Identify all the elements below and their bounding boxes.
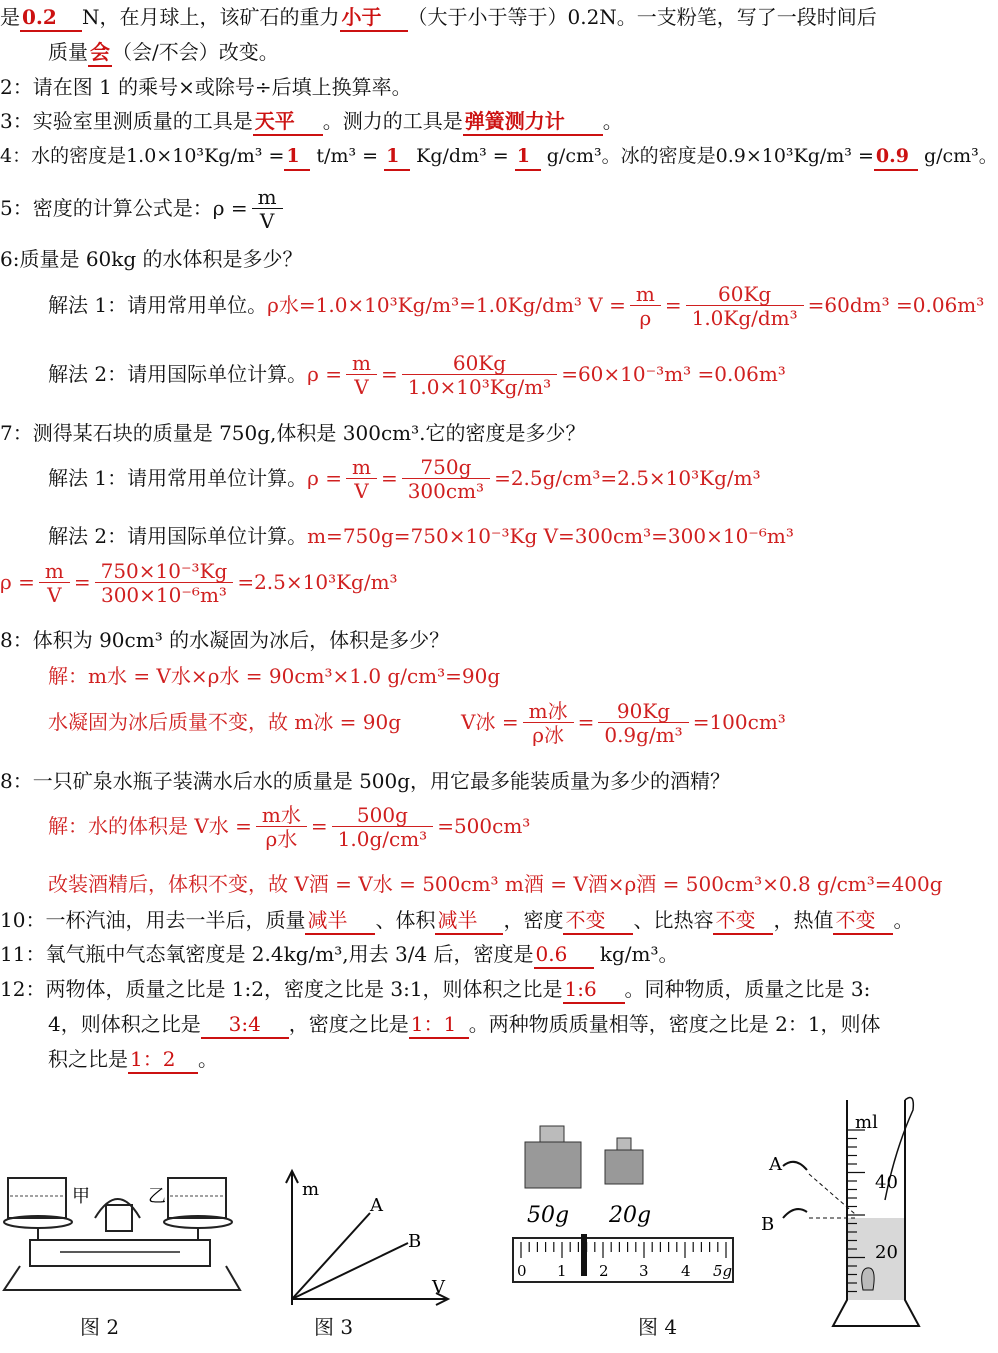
m-v-graph xyxy=(270,1165,460,1310)
q12-line1: 12：两物体，质量之比是 1:2，密度之比是 3:1，则体积之比是 1:6 。同种物质，质量之比是 3: xyxy=(0,976,870,1004)
weights-and-ruler xyxy=(505,1118,745,1288)
answer-blank: 1：2 xyxy=(128,1046,198,1074)
q10: 10：一杯汽油，用去一半后，质量 减半 、体积 减半 ，密度 不变 、比热容 不变 ，热值 不变 。 xyxy=(0,907,913,935)
q4: 4：水的密度是1.0×10³Kg/m³ = 1 t/m³ = 1 Kg/dm³ = 1 g/cm³。冰的密度是0.9×10³Kg/m³ = 0.9 g/cm³。 xyxy=(0,143,998,171)
line-b xyxy=(292,1243,408,1299)
line-b-label: B xyxy=(408,1231,422,1252)
weight-50g-label: 50g xyxy=(527,1203,570,1228)
tick-label: 3 xyxy=(639,1262,649,1280)
q2: 2：请在图 1 的乘号×或除号÷后填上换算率。 xyxy=(0,75,412,99)
figure-4-caption: 图 4 xyxy=(638,1315,678,1339)
answer-blank: 1：1 xyxy=(409,1011,469,1039)
mark-40: 40 xyxy=(875,1172,898,1193)
eye-a-label: A xyxy=(769,1154,782,1175)
weight-20g-label: 20g xyxy=(609,1203,652,1228)
figure-3-caption: 图 3 xyxy=(314,1315,354,1339)
answer-blank: 3:4 xyxy=(201,1011,289,1039)
tick-label: 2 xyxy=(599,1262,609,1280)
rider xyxy=(581,1234,587,1276)
answer-blank: 弹簧测力计 xyxy=(463,108,603,136)
eye-b-icon xyxy=(783,1209,807,1218)
mark-20: 20 xyxy=(875,1242,898,1263)
figure-2-caption: 图 2 xyxy=(80,1315,120,1339)
balance-figure xyxy=(0,1160,250,1310)
answer-blank: 0.9 xyxy=(874,143,918,171)
q6-solution2: 解法 2：请用国际单位计算。ρ = $\frac{m}{V}$ = $\frac{60Kg}{\text{1.0×10³Kg/m³}}$ =60×10⁻³m³ =0.06m³ xyxy=(48,351,786,399)
eye-a-icon xyxy=(783,1162,807,1170)
q7-solution3: ρ = $\frac{m}{V}$ = $\frac{\text{750×10⁻³Kg}}{\text{300×10⁻⁶m³}}$ =2.5×10³Kg/m³ xyxy=(0,559,398,607)
cup-left-label: 甲 xyxy=(72,1186,90,1207)
q3: 3：实验室里测质量的工具是 天平 。测力的工具是 弹簧测力计 。 xyxy=(0,108,623,136)
answer-blank: 减半 xyxy=(435,907,503,935)
q12-line3: 积之比是 1：2 。 xyxy=(48,1046,218,1074)
answer-blank: 1 xyxy=(384,143,410,171)
q6-solution1: 解法 1：请用常用单位。ρ水=1.0×10³Kg/m³=1.0Kg/dm³ V = $\frac{m}{\rho}$ = $\frac{60Kg}{\text{1.0Kg/dm³}}$ =60dm³ =0.06m³ xyxy=(48,282,985,330)
cup-right-label: 乙 xyxy=(148,1186,166,1207)
answer-blank: 1 xyxy=(515,143,541,171)
line-a xyxy=(292,1213,370,1299)
answer-blank: 0.2 xyxy=(20,4,82,32)
answer-blank: 1 xyxy=(284,143,310,171)
q6-title: 6:质量是 60kg 的水体积是多少？ xyxy=(0,247,303,271)
q8b-line2: 改装酒精后，体积不变，故 V酒 = V水 = 500cm³ m酒 = V酒×ρ酒 = 500cm³×0.8 g/cm³=400g xyxy=(48,872,943,896)
q8b-line1: 解：水的体积是 V水 = $\frac{\text{m水}}{\text{ρ水}}$ = $\frac{500g}{\text{1.0g/cm³}}$ =500cm³ xyxy=(48,803,531,851)
answer-blank: 不变 xyxy=(563,907,633,935)
tick-label: 1 xyxy=(557,1262,567,1280)
answer-blank: 会 xyxy=(88,39,112,67)
q1-line1: 是 0.2 N，在月球上，该矿石的重力 小于 （大于小于等于）0.2N。一支粉笔，写了一段时间后 xyxy=(0,4,877,32)
q12-line2: 4，则体积之比是 3:4 ，密度之比是 1：1 。两种物质质量相等，密度之比是 2：1，则体 xyxy=(48,1011,881,1039)
answer-blank: 天平 xyxy=(253,108,323,136)
tick-label: 0 xyxy=(517,1262,527,1280)
answer-blank: 0.6 xyxy=(534,941,594,969)
x-axis-label: V xyxy=(432,1277,445,1298)
q11: 11：氧气瓶中气态氧密度是 2.4kg/m³,用去 3/4 后，密度是 0.6 kg/m³。 xyxy=(0,941,679,969)
answer-blank: 不变 xyxy=(713,907,773,935)
graduated-cylinder xyxy=(755,1090,935,1335)
q7-solution2: 解法 2：请用国际单位计算。m=750g=750×10⁻³Kg V=300cm³=300×10⁻⁶m³ xyxy=(48,524,794,548)
answer-blank: 小于 xyxy=(340,4,408,32)
eye-b-label: B xyxy=(761,1214,775,1235)
q5: 5：密度的计算公式是：ρ = $\frac{m}{V}$ xyxy=(0,186,287,233)
q8b-title: 8：一只矿泉水瓶子装满水后水的质量是 500g，用它最多能装质量为多少的酒精？ xyxy=(0,769,731,793)
y-axis-label: m xyxy=(302,1179,320,1200)
q1-line2: 质量 会 （会/不会）改变。 xyxy=(48,39,279,67)
q8a-title: 8：体积为 90cm³ 的水凝固为冰后，体积是多少？ xyxy=(0,628,450,652)
tick-label: 5g xyxy=(713,1262,733,1280)
answer-blank: 减半 xyxy=(305,907,375,935)
answer-blank: 1:6 xyxy=(563,976,625,1004)
q8a-line2: 水凝固为冰后质量不变，故 m冰 = 90g V冰 = $\frac{\text{m冰}}{\text{ρ冰}}$ = $\frac{90Kg}{\text{0.9g/m³}}$ =100cm³ xyxy=(48,699,786,747)
q7-title: 7：测得某石块的质量是 750g,体积是 300cm³.它的密度是多少？ xyxy=(0,421,586,445)
q8a-line1: 解：m水 = V水×ρ水 = 90cm³×1.0 g/cm³=90g xyxy=(48,664,501,688)
line-a-label: A xyxy=(370,1195,383,1216)
q7-solution1: 解法 1：请用常用单位计算。ρ = $\frac{m}{V}$ = $\frac{750g}{\text{300cm³}}$ =2.5g/cm³=2.5×10³Kg/m³ xyxy=(48,455,761,503)
unit-label: ml xyxy=(855,1112,878,1133)
answer-blank: 不变 xyxy=(833,907,893,935)
tick-label: 4 xyxy=(681,1262,691,1280)
